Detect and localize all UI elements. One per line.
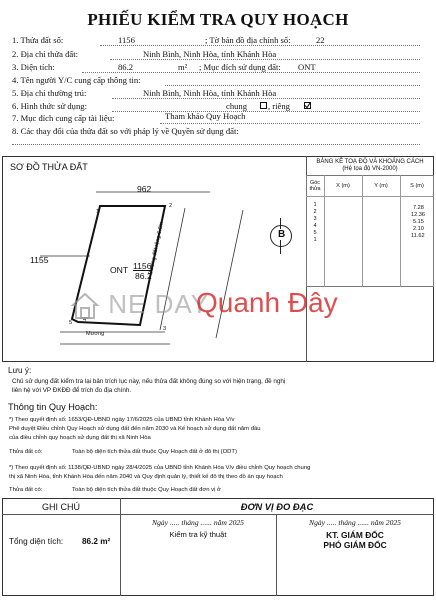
row-changes-label: 8. Các thay đổi của thửa đất so với pháp lý về Quyền sử dụng đất: [12, 126, 239, 136]
use-purpose-value: ONT [298, 62, 316, 72]
director-title-1: KT. GIÁM ĐỐC [326, 530, 384, 540]
coord-point: 1 [313, 202, 317, 208]
total-area-value: 86.2 m² [82, 537, 111, 546]
map-sheet-label: ; Tờ bản đồ địa chính số: [205, 35, 291, 45]
doc-purpose-value: Tham khảo Quy Hoạch [165, 111, 246, 121]
dotted-line [160, 123, 420, 124]
coord-point: 1 [313, 237, 317, 243]
coord-point: 5 [313, 230, 317, 236]
private-checkbox[interactable] [304, 102, 311, 109]
dotted-line [12, 144, 420, 145]
parcel-use-label: ONT [110, 265, 129, 275]
use-purpose-label: ; Mục đích sử dụng đất: [199, 62, 281, 72]
dotted-line [165, 85, 420, 86]
planning-status-1-label: Thửa đất có: [9, 449, 43, 455]
planning-decision-2-line-2: thị xã Ninh Hòa, tỉnh Khánh Hòa đến năm 2040 và Quy định quản lý, thiết kế đô thị theo đồ án quy hoạch [9, 474, 283, 480]
parcel-address: Ninh Bình, Ninh Hòa, tỉnh Khánh Hòa [143, 49, 277, 59]
coord-table-title: BẢNG KÊ TOẠ ĐỘ VÀ KHOẢNG CÁCH [316, 159, 424, 165]
coord-distance: 2.10 [413, 226, 424, 232]
technical-check-title: Kiểm tra kỹ thuật [169, 530, 227, 539]
director-title-2: PHÓ GIÁM ĐỐC [323, 540, 387, 550]
permanent-address: Ninh Bình, Ninh Hòa, tỉnh Khánh Hòa [143, 88, 277, 98]
parcel-number-label: 1156 [133, 261, 152, 271]
notes-line-1: Chủ sử dụng đất kiểm tra lại bản trích lục này, nếu thửa đất không đúng so với hiện trạng, đề nghị [12, 378, 286, 385]
planning-heading: Thông tin Quy Hoạch: [8, 402, 98, 412]
row1-label: 1. Thửa đất số: [12, 35, 64, 45]
planning-status-1: Toàn bộ diện tích thửa đất thuộc Quy Hoạch đất ở đô thị (ODT) [72, 449, 237, 455]
planning-decision-1-line-1: *) Theo quyết định số: 1653/QĐ-UBND ngày 17/6/2025 của UBND tỉnh Khánh Hòa V/v [9, 417, 235, 423]
notes-column-heading: GHI CHÚ [42, 502, 80, 512]
parcel-area: 86.2 [118, 62, 134, 72]
road-label: Đường đất rộng 6.0m [148, 221, 166, 276]
watermark-left [70, 289, 209, 321]
home-logo-icon [70, 291, 100, 321]
dotted-line [110, 59, 420, 60]
shared-label: chung [226, 101, 248, 111]
coord-distance: 5.15 [413, 219, 424, 225]
row-parcel [12, 35, 63, 45]
parcel-area-label: 86.2 [135, 271, 152, 281]
planning-status-2: Toàn bộ diện tích thửa đất thuộc Quy Hoạch đất đơn vị ở [72, 487, 221, 493]
planning-status-2-label: Thửa đất có: [9, 487, 43, 493]
footer-col-line [120, 498, 121, 596]
row-requester-label: 4. Tên người Y/C cung cấp thông tin: [12, 75, 141, 85]
coord-distance: 12.36 [411, 212, 425, 218]
dotted-line [100, 45, 420, 46]
coord-point: 3 [313, 216, 317, 222]
total-area-label: Tổng diện tích: [9, 537, 64, 546]
watermark-right: Quanh Đây [196, 287, 338, 318]
diagram-heading: SƠ ĐỒ THỬA ĐẤT [10, 162, 88, 172]
dotted-line [82, 72, 420, 73]
coord-col-line [324, 175, 325, 287]
planning-decision-1-line-2: Phê duyệt Điều chỉnh Quy Hoạch sử dụng đất đến năm 2030 và Kế hoạch sử dụng đất năm đầu [9, 426, 261, 432]
planning-decision-1-line-3: của điều chỉnh quy hoạch sử dụng đất thị xã Ninh Hòa [9, 435, 151, 441]
row-doc-purpose-label: 7. Mục đích cung cấp tài liệu: [12, 113, 115, 123]
check-icon [304, 102, 311, 109]
map-sheet-number: 22 [316, 35, 325, 45]
vertex-4: 4 [83, 317, 87, 323]
footer-header-line [2, 514, 434, 515]
row-address-label: 2. Địa chỉ thửa đất: [12, 49, 78, 59]
row-area-label: 3. Diện tích: [12, 62, 55, 72]
vertex-5: 5 [69, 320, 73, 326]
canal-label: Mương [86, 331, 105, 337]
row-residence-label: 5. Địa chỉ thường trú: [12, 88, 87, 98]
date-right: Ngày ..... tháng ...... năm 2025 [309, 518, 401, 527]
private-label: , riêng [268, 101, 290, 111]
survey-unit-heading: ĐƠN VỊ ĐO ĐẠC [240, 501, 314, 512]
adjacent-parcel-962: 962 [137, 184, 152, 194]
dotted-line [112, 111, 420, 112]
row-usage-form-label: 6. Hình thức sử dụng: [12, 101, 87, 111]
coord-col-line [400, 175, 401, 287]
coord-col-line [362, 175, 363, 287]
coord-table-header-line [306, 196, 434, 197]
coord-distance: 7.28 [413, 205, 424, 211]
vertex-1: 1 [96, 209, 100, 215]
shared-checkbox[interactable] [260, 102, 267, 109]
compass-letter: B [278, 229, 286, 240]
document-title: PHIẾU KIỂM TRA QUY HOẠCH [87, 10, 349, 29]
coord-point: 2 [313, 209, 317, 215]
parcel-number: 1156 [118, 35, 135, 45]
vertex-3: 3 [163, 326, 167, 332]
planning-decision-2-line-1: *) Theo quyết định số: 1138/QĐ-UBND ngày 28/4/2025 của UBND tỉnh Khánh Hòa V/v điều chỉnh Quy hoạch chung [9, 465, 311, 471]
coord-distance: 11.62 [411, 233, 425, 239]
area-unit: m² [178, 62, 188, 72]
coord-header-y: Y (m) [374, 183, 388, 189]
date-left: Ngày ..... tháng ...... năm 2025 [152, 518, 244, 527]
coord-header-corner: Góc thửa [309, 180, 321, 192]
adjacent-parcel-1155: 1155 [30, 255, 49, 265]
coord-point: 4 [313, 223, 317, 229]
notes-heading: Lưu ý: [8, 366, 32, 375]
dotted-line [112, 98, 420, 99]
notes-line-2: liên hệ với VP ĐKĐĐ để trích đo địa chính. [12, 387, 132, 394]
vertex-2: 2 [169, 203, 173, 209]
coord-header-s: S (m) [410, 183, 424, 189]
coord-header-x: X (m) [336, 183, 350, 189]
coord-table-subtitle: (Hệ tọa độ VN-2000) [342, 166, 398, 172]
watermark-left-text: NE DAY [108, 289, 210, 319]
